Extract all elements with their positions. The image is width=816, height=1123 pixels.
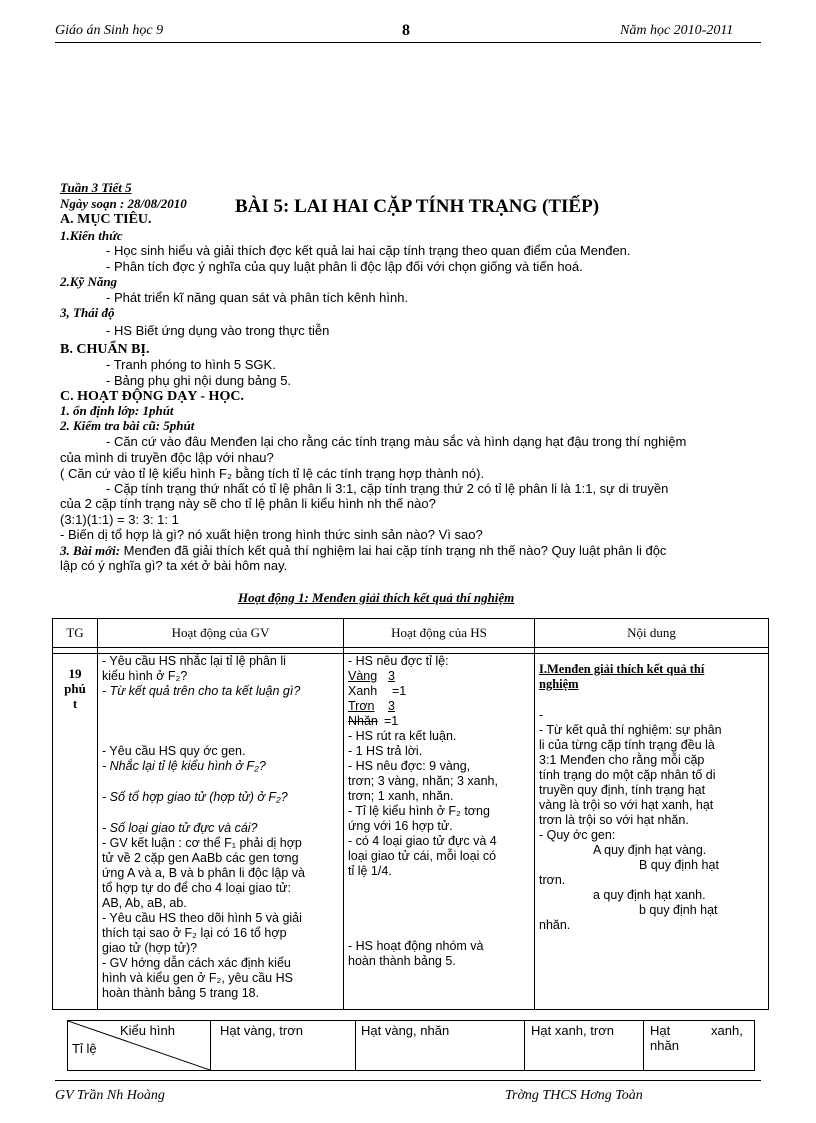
hs-line: - HS nêu đợc tỉ lệ:: [348, 654, 449, 668]
prep-item: - Bảng phụ ghi nội dung bảng 5.: [106, 373, 292, 388]
ratio-value: =1: [392, 684, 407, 698]
header-right: Năm học 2010-2011: [620, 23, 734, 38]
hs-line: ứng với 16 hợp tử.: [348, 819, 453, 833]
content-line: trơn.: [539, 873, 566, 887]
new-lesson-text: Menđen đã giải thích kết quả thí nghiệm lai hai cặp tính trạng nh thế nào? Quy luật phân li độc: [120, 543, 667, 558]
gv-line: thích tại sao ở F₂ lại có 16 tổ hợp: [102, 926, 287, 940]
new-lesson-label: 3. Bài mới:: [60, 543, 121, 558]
ratio-value: 3: [388, 699, 395, 713]
attitude-heading: 3, Thái độ: [60, 305, 115, 320]
hs-line: trơn; 1 xanh, nhăn.: [348, 789, 454, 803]
week-label: Tuần 3 Tiết 5: [60, 180, 132, 195]
page-title: BÀI 5: LAI HAI CẶP TÍNH TRẠNG (TIẾP): [235, 196, 600, 217]
review-question: - Căn cứ vào đâu Menđen lại cho rằng các tính trạng màu sắc và hình dạng hạt đậu trong thí nghiệm: [106, 434, 687, 449]
col-green-wrinkled: nhăn: [650, 1038, 679, 1053]
content-heading: I.Menđen giải thích kết quả thí: [539, 662, 705, 676]
col-yellow-smooth: Hạt vàng, trơn: [220, 1023, 303, 1038]
header-hs: Hoạt động của HS: [344, 619, 535, 648]
section-b-heading: B. CHUẨN BỊ.: [60, 342, 150, 357]
gv-line: tổ hợp tự do để cho 4 loại giao tử:: [102, 881, 291, 895]
gv-line: ứng A và a, B và b phân li độc lập và: [102, 866, 305, 880]
hs-line: trơn; 3 vàng, nhăn; 3 xanh,: [348, 774, 498, 788]
prep-item: - Tranh phóng to hình 5 SGK.: [106, 357, 276, 372]
content-line: -: [539, 708, 544, 722]
knowledge-heading: 1.Kiến thức: [60, 228, 123, 243]
review-question: của mình di truyền độc lập với nhau?: [60, 450, 274, 465]
content-line: nhăn.: [539, 918, 571, 932]
hs-line: - HS nêu đợc: 9 vàng,: [348, 759, 471, 773]
activity-table: [52, 618, 769, 1010]
page-number: 8: [402, 22, 410, 39]
gv-line: AB, Ab, aB, ab.: [102, 896, 187, 910]
footer-rule: [55, 1080, 761, 1081]
col-green-wrinkled: xanh,: [711, 1023, 743, 1038]
gv-line: - Nhắc lại tỉ lệ kiểu hình ở F₂?: [102, 759, 266, 773]
content-line: - Từ kết quả thí nghiệm: sự phân: [539, 723, 722, 737]
hs-line: - HS rút ra kết luận.: [348, 729, 457, 743]
hs-line: - 1 HS trả lời.: [348, 744, 423, 758]
review-question: - Cặp tính trạng thứ nhất có tỉ lệ phân li 3:1, cặp tính trạng thứ 2 có tỉ lệ phân li là 1:1, sự di truyền: [106, 481, 669, 496]
gv-line: - GV hớng dẫn cách xác định kiểu: [102, 956, 291, 970]
gv-line: hoàn thành bảng 5 trang 18.: [102, 986, 260, 1000]
content-line: a quy định hạt xanh.: [593, 888, 706, 902]
col-yellow-wrinkled: Hạt vàng, nhăn: [361, 1023, 450, 1038]
gv-line: hình và kiểu gen ở F₂, yêu cầu HS: [102, 971, 293, 985]
section-a-heading: A. MỤC TIÊU.: [60, 212, 152, 227]
ti-le-label: Tỉ lệ: [72, 1041, 97, 1056]
content-heading: nghiệm: [539, 677, 579, 691]
tg-value: t: [72, 696, 78, 711]
knowledge-item: - Phân tích đợc ý nghĩa của quy luật phân li độc lập đối với chọn giống và tiến hoá.: [106, 259, 583, 274]
ratio-label: Nhăn: [348, 714, 378, 728]
hs-line: - có 4 loại giao tử đực và 4: [348, 834, 497, 848]
content-line: vàng là trội so với hạt xanh, hạt: [539, 798, 714, 812]
ratio-label: Trơn: [348, 699, 375, 713]
review-question: - Biến dị tổ hợp là gì? nó xuất hiện trong hình thức sinh sản nào? Vì sao?: [60, 527, 483, 542]
table5-header: [67, 1020, 755, 1071]
header-left: Giáo án Sinh học 9: [55, 23, 164, 38]
content-line: - Quy ớc gen:: [539, 828, 616, 842]
activity-title: Hoạt động 1: Menđen giải thích kết quả thí nghiệm: [238, 590, 515, 605]
section-c-heading: C. HOẠT ĐỘNG DẠY - HỌC.: [60, 389, 244, 404]
review-label: 2. Kiểm tra bài cũ: 5phút: [60, 418, 195, 433]
skill-item: - Phát triển kĩ năng quan sát và phân tích kênh hình.: [106, 290, 409, 305]
hs-line: loại giao tử cái, mỗi loại có: [348, 849, 497, 863]
ratio-label: Xanh: [348, 684, 378, 698]
review-answer: (3:1)(1:1) = 3: 3: 1: 1: [60, 512, 179, 527]
gv-line: - Từ kết quả trên cho ta kết luận gì?: [102, 684, 301, 698]
header-tg: TG: [53, 619, 98, 648]
hs-line: - Tỉ lệ kiểu hình ở F₂ tơng: [348, 804, 490, 818]
ratio-value: =1: [384, 714, 399, 728]
col-green-smooth: Hạt xanh, trơn: [531, 1023, 614, 1038]
gv-line: - Yêu cầu HS theo dõi hình 5 và giải: [102, 911, 302, 925]
gv-line: kiểu hình ở F₂?: [102, 669, 188, 683]
content-line: truyền quy định, tính trạng hạt: [539, 783, 706, 797]
content-line: B quy định hạt: [639, 858, 719, 872]
skill-heading: 2.Kỹ Năng: [60, 274, 118, 289]
tg-value: phú: [64, 681, 86, 696]
tg-value: 19: [68, 666, 82, 681]
new-lesson-text: lập có ý nghĩa gì? ta xét ở bài hôm nay.: [60, 558, 288, 573]
header-gv: Hoạt động của GV: [98, 619, 344, 648]
gv-line: - Yêu cầu HS nhắc lại tỉ lệ phân li: [102, 654, 286, 668]
ratio-label: Vàng: [348, 669, 378, 683]
hs-line: hoàn thành bảng 5.: [348, 954, 456, 968]
stabilize-label: 1. ổn định lớp: 1phút: [60, 403, 174, 418]
ratio-value: 3: [388, 669, 395, 683]
content-line: A quy định hạt vàng.: [593, 843, 707, 857]
footer-right: Trờng THCS Hơng Toàn: [505, 1088, 643, 1103]
date-label: Ngày soạn : 28/08/2010: [60, 196, 187, 211]
content-line: li của từng cặp tính trạng đều là: [539, 738, 715, 752]
gv-line: - Yêu cầu HS quy ớc gen.: [102, 744, 246, 758]
hs-line: tỉ lệ 1/4.: [348, 864, 392, 878]
content-line: 3:1 Menđen cho rằng mỗi cặp: [539, 753, 705, 767]
review-answer: ( Căn cứ vào tỉ lệ kiểu hình F₂ bằng tích tỉ lệ các tính trạng hợp thành nó).: [60, 466, 485, 481]
attitude-item: - HS Biết ứng dụng vào trong thực tiễn: [106, 323, 330, 338]
knowledge-item: - Học sinh hiểu và giải thích đợc kết quả lai hai cặp tính trạng theo quan điểm của Menđen.: [106, 243, 631, 258]
footer-left: GV Trần Nh Hoàng: [55, 1088, 165, 1103]
header-nd: Nội dung: [535, 619, 769, 648]
content-line: b quy định hạt: [639, 903, 718, 917]
content-line: trơn là trội so với hạt nhăn.: [539, 813, 689, 827]
header-rule: [55, 42, 761, 43]
col-green-wrinkled: Hạt: [650, 1023, 671, 1038]
content-line: tính trạng do một cặp nhân tố di: [539, 768, 716, 782]
gv-line: giao tử (hợp tử)?: [102, 941, 198, 955]
kieu-hinh-label: Kiểu hình: [120, 1023, 175, 1038]
hs-line: - HS hoạt động nhóm và: [348, 939, 484, 953]
gv-line: - GV kết luận : cơ thể F₁ phải dị hợp: [102, 836, 302, 850]
gv-line: tử về 2 cặp gen AaBb các gen tơng: [102, 851, 299, 865]
gv-line: - Số loại giao tử đực và cái?: [102, 821, 258, 835]
gv-line: - Số tổ hợp giao tử (hợp tử) ở F₂?: [102, 790, 288, 804]
review-question: của 2 cặp tính trạng này sẽ cho tỉ lệ phân li kiểu hình nh thế nào?: [60, 496, 436, 511]
